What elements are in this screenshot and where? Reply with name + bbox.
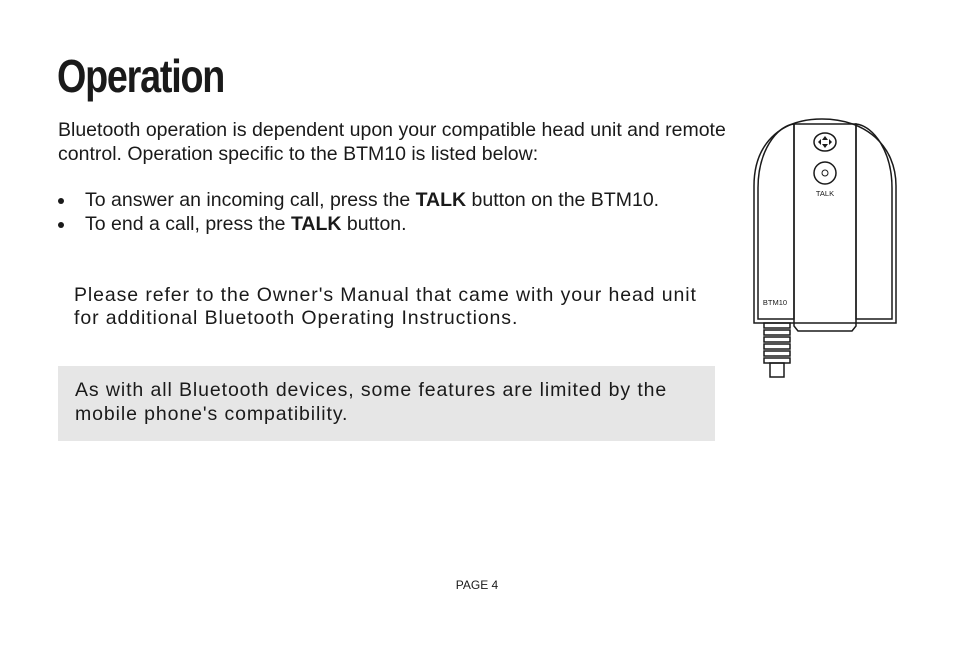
bullet-icon [58, 198, 64, 204]
cable-ring [764, 330, 790, 335]
list-item-text: To answer an incoming call, press the [85, 189, 416, 211]
cable-plug [770, 363, 784, 377]
list-item-text: To end a call, press the [85, 213, 291, 235]
talk-keyword: TALK [415, 189, 467, 211]
list-item-text: button on the BTM10. [466, 189, 660, 211]
page-number: PAGE 4 [455, 578, 499, 592]
info-note-text: As with all Bluetooth devices, some features are limited by the mobile phone's compatibility. [75, 379, 668, 425]
talk-label: TALK [815, 189, 835, 198]
model-label: BTM10 [762, 298, 788, 307]
device-body [754, 119, 896, 323]
page-title: Operation [57, 50, 225, 102]
info-note-box [58, 366, 715, 441]
list-item-text: button. [341, 213, 407, 235]
cable-ring [764, 351, 790, 356]
cable-ring [764, 337, 790, 342]
talk-keyword: TALK [290, 213, 342, 235]
list-item [58, 212, 738, 236]
cable-ring [764, 323, 790, 328]
operation-list [58, 188, 738, 236]
intro-paragraph: Bluetooth operation is dependent upon your compatible head unit and remote control. Operation specific to the BTM10 is listed below: [58, 119, 726, 165]
list-item [58, 188, 738, 212]
cable-ring [764, 344, 790, 349]
refer-note: Please refer to the Owner's Manual that came with your head unit for additional Bluetooth Operating Instructions. [74, 284, 697, 329]
bullet-icon [58, 222, 64, 228]
btm10-device-illustration [750, 116, 900, 380]
